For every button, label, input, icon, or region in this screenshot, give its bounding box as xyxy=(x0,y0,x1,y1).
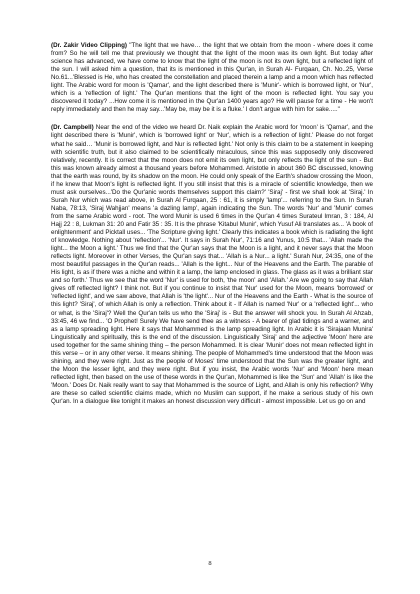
paragraph-zakir-clip xyxy=(51,42,373,114)
page-body xyxy=(51,42,373,406)
page-number: 8 xyxy=(208,560,212,567)
speaker-label: (Dr. Campbell) xyxy=(51,124,94,132)
paragraph-text: Near the end of the video we heard Dr. Naik explain the Arabic word for 'moon' is 'Qamar', and the light described there is 'Munir', which is 'borrowed light' or 'Nur', which is a reflection of light.' Please do not forget what he said… 'Munir is borrowed light, and Nur is reflected light.' Not only is this claim to be a statement in keeping with scientific truth, but it also claimed to be scientifically miraculous, since this was supposedly only discovered relatively, recently. It is correct that the moon does not emit its own light, but only reflects the light of the sun - But this was known already almost a thousand years before Mohammed. Aristotle in about 360 BC discussed, knowing that the earth was round, by its shadow on the moon. He could only speak of the Earth's shadow crossing the Moon, if he knew that Moon's light is reflected light. If you still insist that this is a miracle of scientific knowledge, then we must ask ourselves...'Do the Qur'anic words themselves support this claim?' 'Siraj' - first we shall look at 'Siraj.' In Surah Nur which was read above, in Surah Al Furqaan, 25 : 61, it is simply 'lamp'... referring to the Sun. In Surah Naba, 78:13, 'Siraj Wahjjan' means 'a dazling lamp', again indicating the Sun. The words 'Nur' and 'Munir' comes from the same Arabic word - root. The word Munir is used 6 times in the Qur'an 4 times Surateul Imran, 3 : 184, Al Hajj 22 : 8, Lukman 31: 20 and Fatir 35 : 35. It is the phrase 'Kitabul Munir', which Yusuf Ali translates as... 'A book of enlightenment' and Picktall uses... 'The Scripture giving light.' Clearly this indicates a book which is radiating the light of knowledge. Nothing about 'reflection'... 'Nur'. It says in Surah Nur', 71:16 and Yunus, 10:5 that... 'Allah made the light... the Moon a light.' Thus we find that the Qur'an says that the Moon is a light, and it never says that the Moon reflects light. Moreover in other Verses, the Qur'an says that... 'Allah is a Nur... a light.' Surah Nur, 24:35, one of the most beautiful passages in the Qur'an reads... 'Allah is the light... Nur of the Heavens and the Earth. The parable of His light, is as if there was a niche and within it a lamp, the lamp enclosed in glass. The glass as it was a brilliant star and so forth.' Thus we see that the word 'Nur' is used for both, 'the moon' and 'Allah.' Are we going to say that Allah gives off reflected light? I think not. But if you continue to insist that 'Nur' used for the Moon, means 'borrowed' or 'reflected light', and we saw above, that Allah is 'the light'... Nur of the Heavens and the Earth - What is the source of this light? 'Siraj', of which Allah is only a reflection. Think about it - If Allah is named 'Nur' or a 'reflected light'... who or what, is the 'Siraj'? Well the Qur'an tells us who the 'Siraj' is - But the answer will shock you. In Surah Al Ahzab, 33:45, 46 we find... 'O Prophet! Surely We have send thee as a witness - A bearer of glad tidings and a warner, and as a lamp spreading light. Here it says that Mohammed is the lamp spreading light. In Arabic it is 'Sirajaan Munira' Linguistically and spiritually, this is the end of the discussion. Linguistically 'Siraj' and the adjective 'Moon' here are used together for the same shining thing – the person Mohammed. It is clear 'Munir' does not mean reflected light in this verse – or in any other verse. It means shining. The people of Mohammed's time understood that the Moon was shining, and they were right. Just as the people of Moses' time understood that the Sun was the greater light, and the Moon the lesser light, and they were right. But if you insist, the Arabic words 'Nur' and 'Moon' here mean reflected light, then based on the use of these words in the Qur'an, Mohammed is like the 'Sun' and 'Allah' is like the 'Moon.' Does Dr. Naik really want to say that Mohammed is the source of Light, and Allah is only his reflection? Why are these so called scientific claims made, which no Muslim can support, if he make a serious study of his own Qur'an. In a dialogue like tonight it makes an honest discussion very difficult - almost impossible. Let us go on and xyxy=(51,124,373,406)
paragraph-text: "The light that we have… the light that we obtain from the moon - where does it come from? So he will tell me that previously we thought that the light of the moon was its own light. But today after science has advanced, we have come to know that the light of the moon is not its own light, but a reflected light of the sun. I will asked him a question, that its is mentioned in this Qur'an, in Surah Al- Furqaan, Ch. No..25, Verse No.61...'Blessed is He, who has created the constellation and placed therein a lamp and a moon which has reflected light. The Arabic word for moon is 'Qamar', and the light described there is 'Munir'- which is borrowed light, or 'Nur', which is a 'reflection of light.' The Qur'an mentions that the light of the moon is reflected light. You say you discovered it today? ...How come it is mentioned in the Qur'an 1400 years ago? He will pause for a time - He won't reply immediately and then he may say...'May be, may be it is a fluke.' I don't argue with him for sake....." xyxy=(51,42,373,114)
speaker-label: (Dr. Zakir Video Clipping) xyxy=(51,42,127,49)
paragraph-campbell xyxy=(51,124,373,406)
